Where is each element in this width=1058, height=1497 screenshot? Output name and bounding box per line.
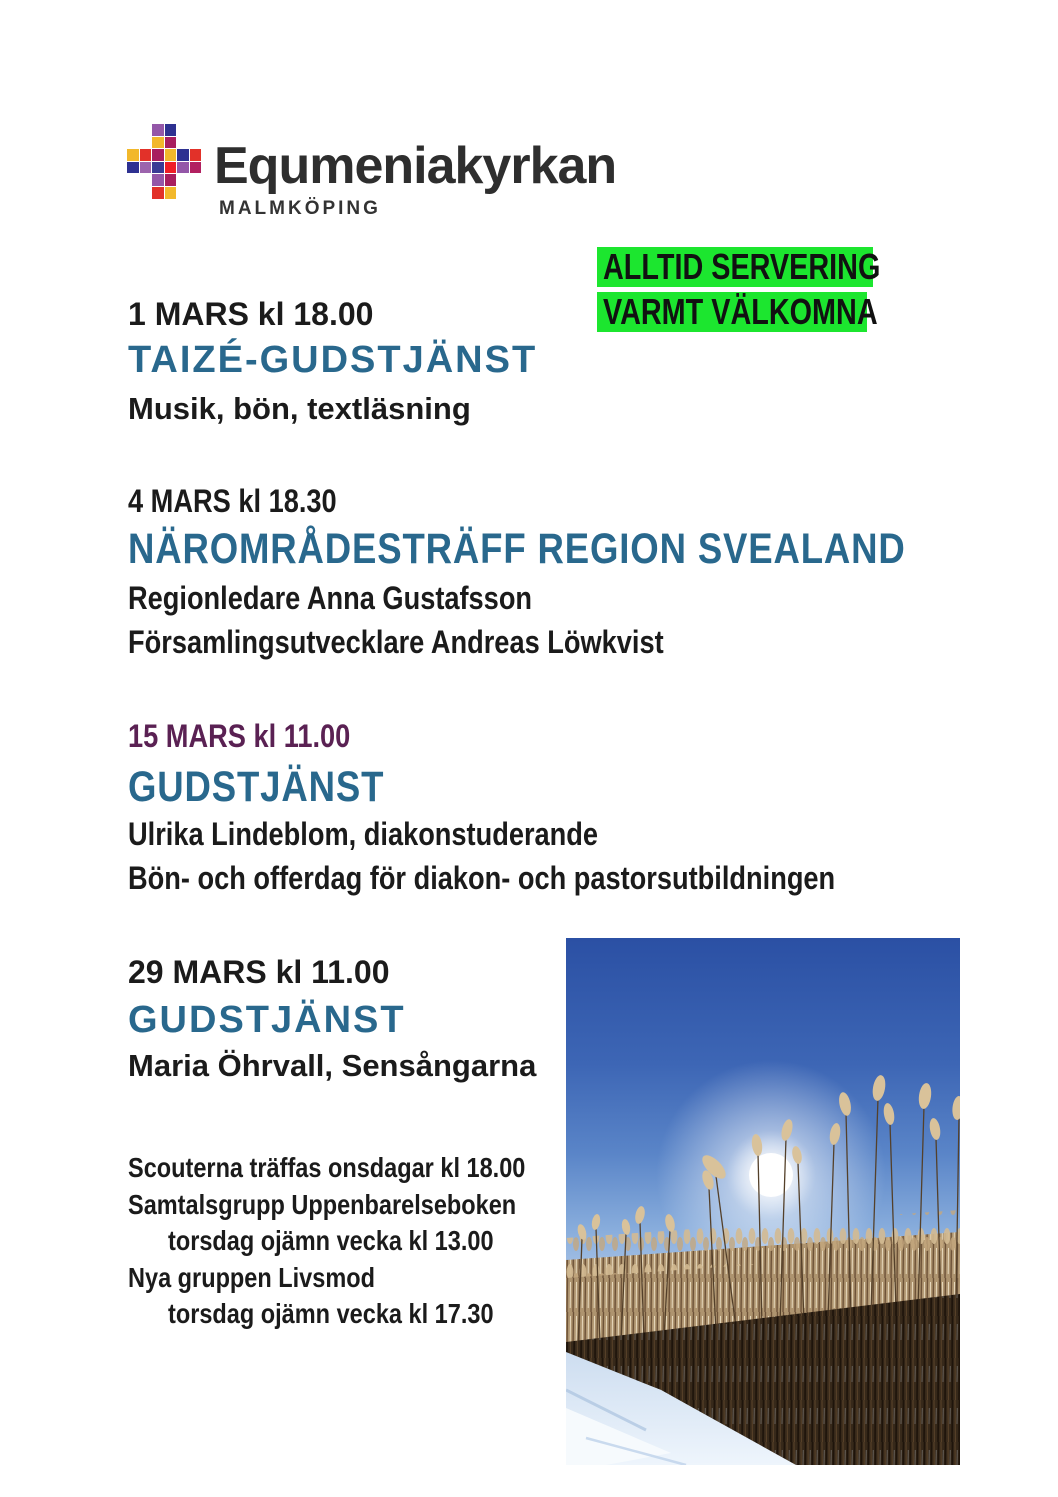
logo-cross-square: [165, 187, 177, 199]
logo-cross-square: [190, 149, 202, 161]
logo-cross-square: [152, 124, 164, 136]
logo-location: MALMKÖPING: [219, 198, 381, 219]
event-3-detail-1: Ulrika Lindeblom, diakonstuderande: [128, 816, 599, 852]
event-3-detail-2: Bön- och offerdag för diakon- och pastorsutbildningen: [128, 860, 836, 896]
event-4-detail: Maria Öhrvall, Sensångarna: [128, 1048, 537, 1083]
event-1-date: 1 MARS kl 18.00: [128, 296, 374, 332]
logo-cross-square: [152, 149, 164, 161]
event-2-detail-1: Regionledare Anna Gustafsson: [128, 580, 533, 616]
logo-cross-square: [165, 124, 177, 136]
logo-cross-square: [127, 149, 139, 161]
logo-cross-square: [152, 187, 164, 199]
logo-cross-square: [190, 162, 202, 174]
logo-cross-square: [177, 162, 189, 174]
logo-cross-square: [165, 174, 177, 186]
event-4-title: GUDSTJÄNST: [128, 999, 406, 1041]
weekly-line-livsmod: Nya gruppen Livsmod: [128, 1262, 375, 1293]
logo-cross-square: [127, 162, 139, 174]
logo-cross-square: [165, 162, 177, 174]
logo-cross-square: [140, 162, 152, 174]
logo-wordmark: Equmeniakyrkan: [214, 137, 617, 195]
weekly-line-samtalsgrupp: Samtalsgrupp Uppenbarelseboken: [128, 1189, 517, 1220]
logo-cross-square: [152, 162, 164, 174]
event-4-date: 29 MARS kl 11.00: [128, 954, 390, 990]
winter-reeds-photo: [566, 938, 960, 1465]
logo-cross-square: [140, 149, 152, 161]
logo-cross-square: [152, 137, 164, 149]
notice-text-1: ALLTID SERVERING: [603, 246, 881, 287]
weekly-line-livsmod-time: torsdag ojämn vecka kl 17.30: [168, 1298, 494, 1329]
logo-cross-square: [177, 149, 189, 161]
notice-highlight-line-1: [597, 246, 881, 287]
weekly-line-scouts: Scouterna träffas onsdagar kl 18.00: [128, 1152, 526, 1183]
event-2-date: 4 MARS kl 18.30: [128, 483, 337, 519]
event-2-title: NÄROMRÅDESTRÄFF REGION SVEALAND: [128, 525, 906, 573]
event-3-title: GUDSTJÄNST: [128, 763, 385, 811]
notice-text-2: VARMT VÄLKOMNA: [603, 291, 878, 332]
event-1-title: TAIZÉ-GUDSTJÄNST: [128, 339, 538, 381]
notice-highlight-line-2: [597, 291, 878, 332]
weekly-line-samtalsgrupp-time: torsdag ojämn vecka kl 13.00: [168, 1225, 494, 1256]
logo-cross-square: [152, 174, 164, 186]
event-3-date: 15 MARS kl 11.00: [128, 718, 351, 754]
logo-cross-mosaic: [127, 124, 201, 199]
event-2-detail-2: Församlingsutvecklare Andreas Löwkvist: [128, 624, 664, 660]
logo-cross-square: [165, 137, 177, 149]
logo-cross-square: [165, 149, 177, 161]
event-1-detail: Musik, bön, textläsning: [128, 391, 471, 426]
